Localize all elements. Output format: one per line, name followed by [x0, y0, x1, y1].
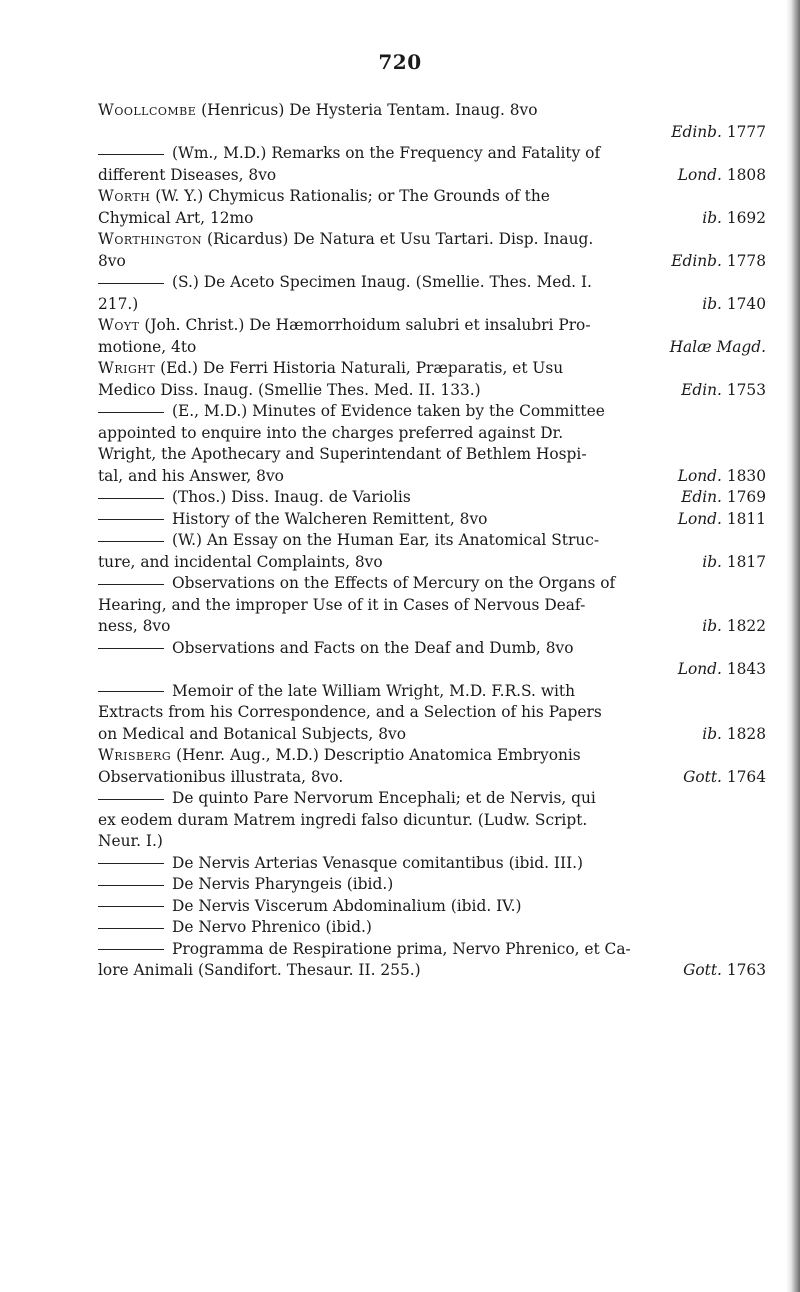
- entry-author: Woollcombe: [98, 101, 197, 119]
- entry-text: Extracts from his Correspondence, and a Selection of his Papers: [98, 703, 602, 721]
- entry-imprint: Lond. 1811: [677, 509, 766, 528]
- entry-text: (Joh. Christ.) De Hæmorrhoidum salubri et insalubri Pro-: [139, 316, 591, 334]
- entry-imprint: Gott. 1764: [683, 767, 766, 786]
- bibliography-entry: [98, 315, 766, 358]
- bibliography-entry: [98, 487, 766, 509]
- entry-author: Worthington: [98, 230, 203, 248]
- entry-imprint: ib. 1817: [702, 552, 766, 571]
- bibliography-entry: [98, 638, 766, 681]
- entry-text: (W.) An Essay on the Human Ear, its Anatomical Struc-: [172, 531, 600, 549]
- entry-imprint: ib. 1822: [702, 617, 766, 635]
- entry-text: Medico Diss. Inaug. (Smellie Thes. Med. II. 133.): [98, 380, 481, 399]
- ditto-dash: [98, 691, 164, 692]
- entry-author: Woyt: [98, 316, 140, 334]
- bibliography-list: [98, 100, 766, 982]
- entry-text: tal, and his Answer, 8vo: [98, 466, 284, 485]
- entry-imprint: Lond. 1808: [677, 165, 766, 184]
- bibliography-entry: [98, 401, 766, 487]
- entry-text: (Wm., M.D.) Remarks on the Frequency and Fatality of: [172, 144, 601, 162]
- ditto-dash: [98, 799, 164, 800]
- bibliography-entry: [98, 917, 766, 939]
- ditto-dash: [98, 519, 164, 520]
- ditto-dash: [98, 498, 164, 499]
- bibliography-entry: [98, 229, 766, 272]
- ditto-dash: [98, 154, 164, 155]
- entry-author: Wrisberg: [98, 746, 172, 764]
- entry-author: Worth: [98, 187, 151, 205]
- ditto-dash: [98, 541, 164, 542]
- entry-text: De Nervis Viscerum Abdominalium (ibid. IV.): [172, 896, 522, 915]
- ditto-dash: [98, 863, 164, 864]
- entry-imprint: Edinb. 1778: [671, 251, 766, 270]
- ditto-dash: [98, 906, 164, 907]
- entry-text: Wright, the Apothecary and Superintendant of Bethlem Hospi-: [98, 445, 587, 463]
- entry-text: Observations and Facts on the Deaf and Dumb, 8vo: [172, 638, 574, 657]
- entry-text: ture, and incidental Complaints, 8vo: [98, 552, 383, 571]
- ditto-dash: [98, 885, 164, 886]
- entry-imprint: Halæ Magd.: [669, 337, 766, 356]
- bibliography-entry: [98, 874, 766, 896]
- entry-text: (Thos.) Diss. Inaug. de Variolis: [172, 488, 411, 506]
- entry-imprint: Lond. 1830: [677, 466, 766, 485]
- page-edge-shadow: [786, 0, 800, 1292]
- bibliography-entry: [98, 186, 766, 229]
- ditto-dash: [98, 648, 164, 649]
- entry-text: (Henricus) De Hysteria Tentam. Inaug. 8vo: [196, 101, 538, 119]
- bibliography-entry: [98, 509, 766, 531]
- page-number: 720: [378, 50, 422, 74]
- entry-text: Hearing, and the improper Use of it in Cases of Nervous Deaf-: [98, 595, 586, 614]
- entry-text: on Medical and Botanical Subjects, 8vo: [98, 724, 406, 743]
- ditto-dash: [98, 584, 164, 585]
- entry-text: Observationibus illustrata, 8vo.: [98, 767, 344, 786]
- entry-text: ness, 8vo: [98, 617, 171, 635]
- entry-text: Memoir of the late William Wright, M.D. F.R.S. with: [172, 681, 576, 700]
- entry-imprint: Edin. 1753: [681, 380, 766, 399]
- bibliography-entry: [98, 788, 766, 853]
- entry-text: De Nervis Arterias Venasque comitantibus (ibid. III.): [172, 853, 584, 872]
- entry-imprint: Edinb. 1777: [671, 122, 766, 141]
- entry-imprint: ib. 1828: [702, 724, 766, 743]
- bibliography-entry: [98, 853, 766, 875]
- entry-text: (W. Y.) Chymicus Rationalis; or The Grounds of the: [150, 187, 550, 205]
- entry-text: De Nervo Phrenico (ibid.): [172, 918, 372, 936]
- entry-text: (S.) De Aceto Specimen Inaug. (Smellie. Thes. Med. I.: [172, 273, 592, 291]
- entry-text: Programma de Respiratione prima, Nervo Phrenico, et Ca-: [172, 939, 631, 958]
- bibliography-entry: [98, 573, 766, 638]
- bibliography-entry: [98, 745, 766, 788]
- entry-text: 8vo: [98, 251, 126, 270]
- entry-text: appointed to enquire into the charges preferred against Dr.: [98, 423, 564, 442]
- entry-text: lore Animali (Sandifort. Thesaur. II. 255.): [98, 961, 421, 979]
- bibliography-entry: [98, 100, 766, 143]
- entry-text: ex eodem duram Matrem ingredi falso dicuntur. (Ludw. Script.: [98, 810, 588, 829]
- bibliography-entry: [98, 530, 766, 573]
- entry-author: Wright: [98, 359, 156, 377]
- entry-text: motione, 4to: [98, 337, 197, 356]
- entry-text: Neur. I.): [98, 832, 163, 850]
- entry-text: 217.): [98, 294, 139, 313]
- entry-text: different Diseases, 8vo: [98, 165, 277, 184]
- entry-text: (E., M.D.) Minutes of Evidence taken by the Committee: [172, 402, 605, 420]
- ditto-dash: [98, 928, 164, 929]
- ditto-dash: [98, 412, 164, 413]
- ditto-dash: [98, 283, 164, 284]
- entry-text: History of the Walcheren Remittent, 8vo: [172, 509, 488, 528]
- entry-text: (Ricardus) De Natura et Usu Tartari. Disp. Inaug.: [202, 230, 594, 248]
- entry-text: De quinto Pare Nervorum Encephali; et de Nervis, qui: [172, 789, 596, 807]
- entry-text: (Henr. Aug., M.D.) Descriptio Anatomica Embryonis: [171, 746, 581, 764]
- bibliography-entry: [98, 681, 766, 746]
- entry-imprint: ib. 1692: [702, 208, 766, 227]
- entry-text: Observations on the Effects of Mercury on the Organs of: [172, 574, 616, 592]
- bibliography-entry: [98, 358, 766, 401]
- entry-imprint: Gott. 1763: [683, 961, 766, 979]
- entry-text: De Nervis Pharyngeis (ibid.): [172, 875, 394, 893]
- entry-text: Chymical Art, 12mo: [98, 208, 254, 227]
- bibliography-entry: [98, 939, 766, 982]
- bibliography-entry: [98, 896, 766, 918]
- entry-imprint: ib. 1740: [702, 294, 766, 313]
- ditto-dash: [98, 949, 164, 950]
- bibliography-entry: [98, 272, 766, 315]
- bibliography-entry: [98, 143, 766, 186]
- entry-imprint: Edin. 1769: [681, 488, 766, 506]
- entry-imprint: Lond. 1843: [677, 660, 766, 678]
- entry-text: (Ed.) De Ferri Historia Naturali, Præparatis, et Usu: [155, 359, 564, 377]
